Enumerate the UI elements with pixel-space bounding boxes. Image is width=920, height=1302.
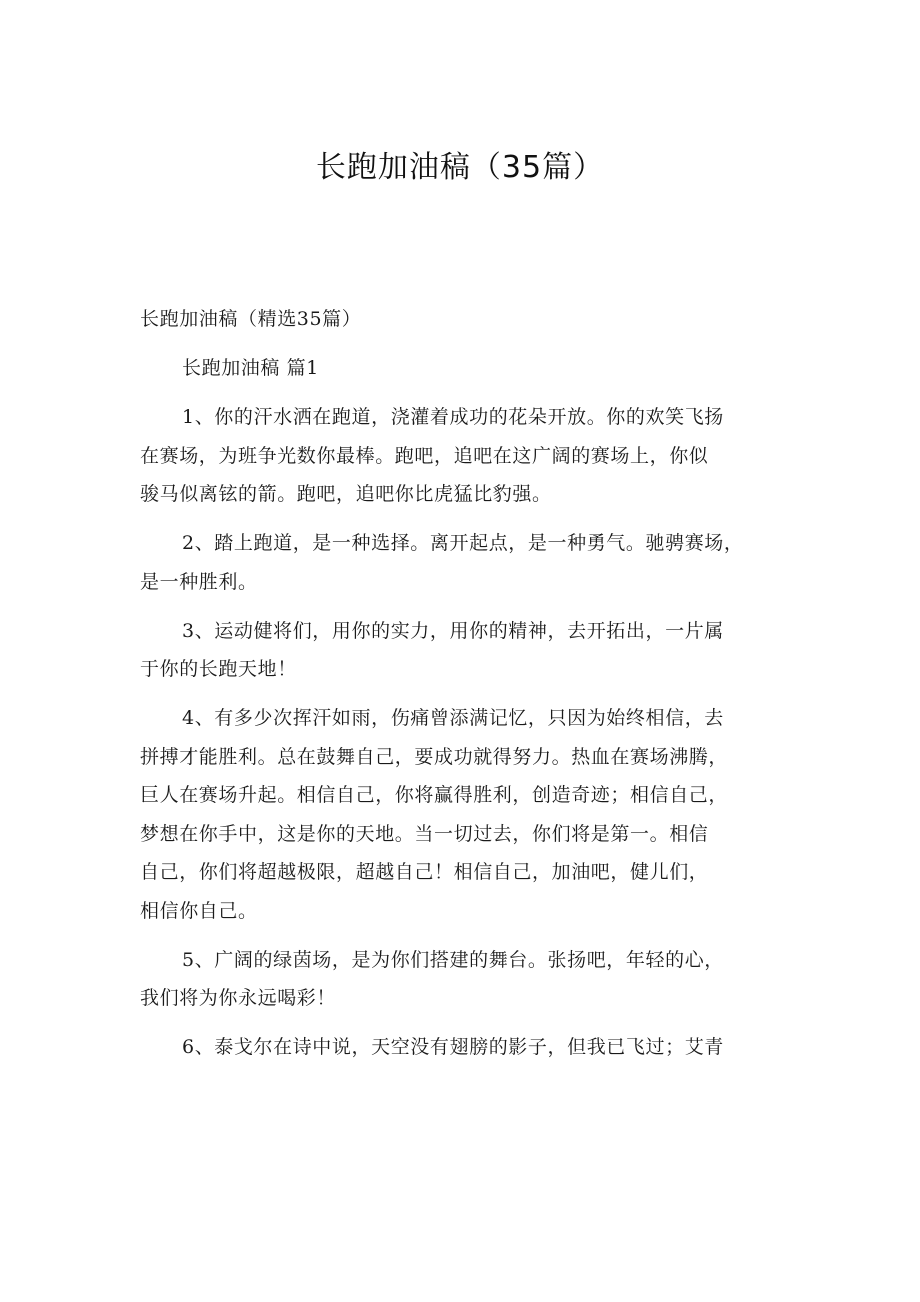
paragraph-4-line-4: 梦想在你手中，这是你的天地。当一切过去，你们将是第一。相信: [140, 822, 709, 845]
paragraph-3-line-1: 3、运动健将们，用你的实力，用你的精神，去开拓出，一片属: [182, 619, 724, 642]
section-heading: 长跑加油稿 篇1: [182, 357, 319, 379]
paragraph-4-line-3: 巨人在赛场升起。相信自己，你将赢得胜利，创造奇迹；相信自己，: [140, 784, 729, 806]
paragraph-4-line-6: 相信你自己。: [140, 899, 258, 922]
paragraph-2-line-1: 2、踏上跑道，是一种选择。离开起点，是一种勇气。驰骋赛场，: [182, 532, 744, 554]
paragraph-1-line-3: 骏马似离铉的箭。跑吧，追吧你比虎猛比豹强。: [140, 483, 552, 505]
paragraph-1-line-1: 1、你的汗水洒在跑道，浇灌着成功的花朵开放。你的欢笑飞扬: [182, 406, 724, 428]
paragraph-6-line-1: 6、泰戈尔在诗中说，天空没有翅膀的影子，但我已飞过；艾青: [182, 1036, 724, 1058]
spacer: [140, 601, 790, 612]
spacer: [140, 689, 790, 700]
paragraph-5-line-2: 我们将为你永远喝彩！: [140, 987, 337, 1009]
paragraph-2-line-2: 是一种胜利。: [140, 570, 258, 593]
paragraph-4-line-1: 4、有多少次挥汗如雨，伤痛曾添满记忆，只因为始终相信，去: [182, 707, 724, 729]
document-body: [140, 300, 790, 1067]
spacer: [140, 514, 790, 525]
spacer: [140, 388, 790, 399]
spacer: [140, 930, 790, 941]
paragraph-5-line-1: 5、广阔的绿茵场，是为你们搭建的舞台。张扬吧，年轻的心，: [182, 948, 724, 971]
paragraph-4-line-2: 拼搏才能胜利。总在鼓舞自己，要成功就得努力。热血在赛场沸腾，: [140, 745, 729, 768]
paragraph-3-line-2: 于你的长跑天地！: [140, 658, 297, 680]
document-title: 长跑加油稿（35篇）: [315, 150, 605, 185]
spacer: [140, 1018, 790, 1029]
spacer: [140, 339, 790, 350]
subtitle-line: 长跑加油稿（精选35篇）: [140, 308, 362, 330]
paragraph-1-line-2: 在赛场，为班争光数你最棒。跑吧，追吧在这广阔的赛场上，你似: [140, 444, 709, 467]
paragraph-4-line-5: 自己，你们将超越极限，超越自己！相信自己，加油吧，健儿们，: [140, 861, 709, 883]
